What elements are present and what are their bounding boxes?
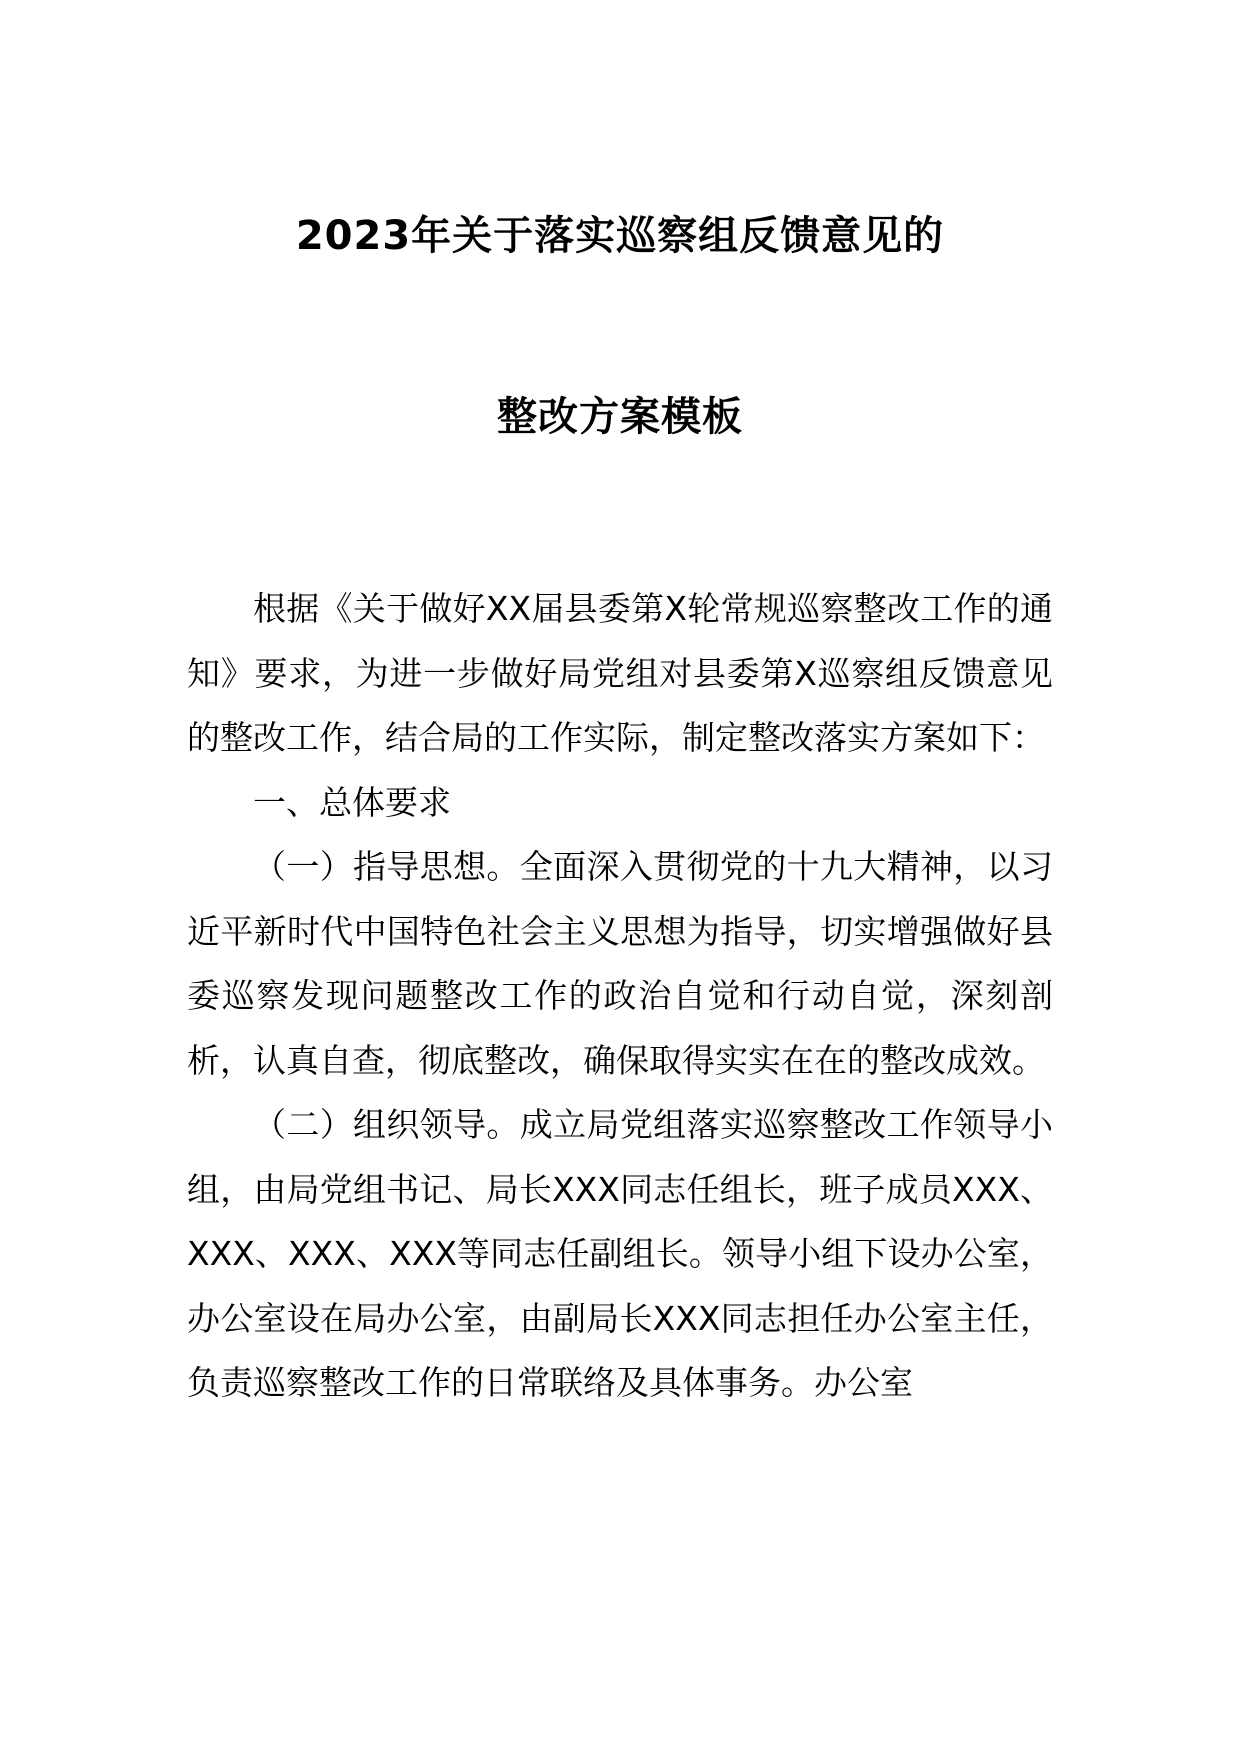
document-body xyxy=(187,577,1053,1416)
section-heading-general-requirements: 一、总体要求 xyxy=(253,782,451,822)
paragraph-guiding-ideology: （一）指导思想。全面深入贯彻党的十九大精神，以习近平新时代中国特色社会主义思想为指导，切实增强做好县委巡察发现问题整改工作的政治自觉和行动自觉，深刻剖析，认真自查，彻底整改，确保取得实实在在的整改成效。 xyxy=(187,847,1053,1080)
paragraph-organizational-leadership: （二）组织领导。成立局党组落实巡察整改工作领导小组，由局党组书记、局长XXX同志任组长，班子成员XXX、XXX、XXX、XXX等同志任副组长。领导小组下设办公室，办公室设在局办公室，由副局长XXX同志担任办公室主任，负责巡察整改工作的日常联络及具体事务。办公室 xyxy=(187,1105,1053,1402)
document-title-line-2: 整改方案模板 xyxy=(497,394,743,440)
document-title-line-1: 2023年关于落实巡察组反馈意见的 xyxy=(295,213,945,259)
paragraph-intro: 根据《关于做好XX届县委第X轮常规巡察整改工作的通知》要求，为进一步做好局党组对县委第X巡察组反馈意见的整改工作，结合局的工作实际，制定整改落实方案如下： xyxy=(187,589,1053,757)
